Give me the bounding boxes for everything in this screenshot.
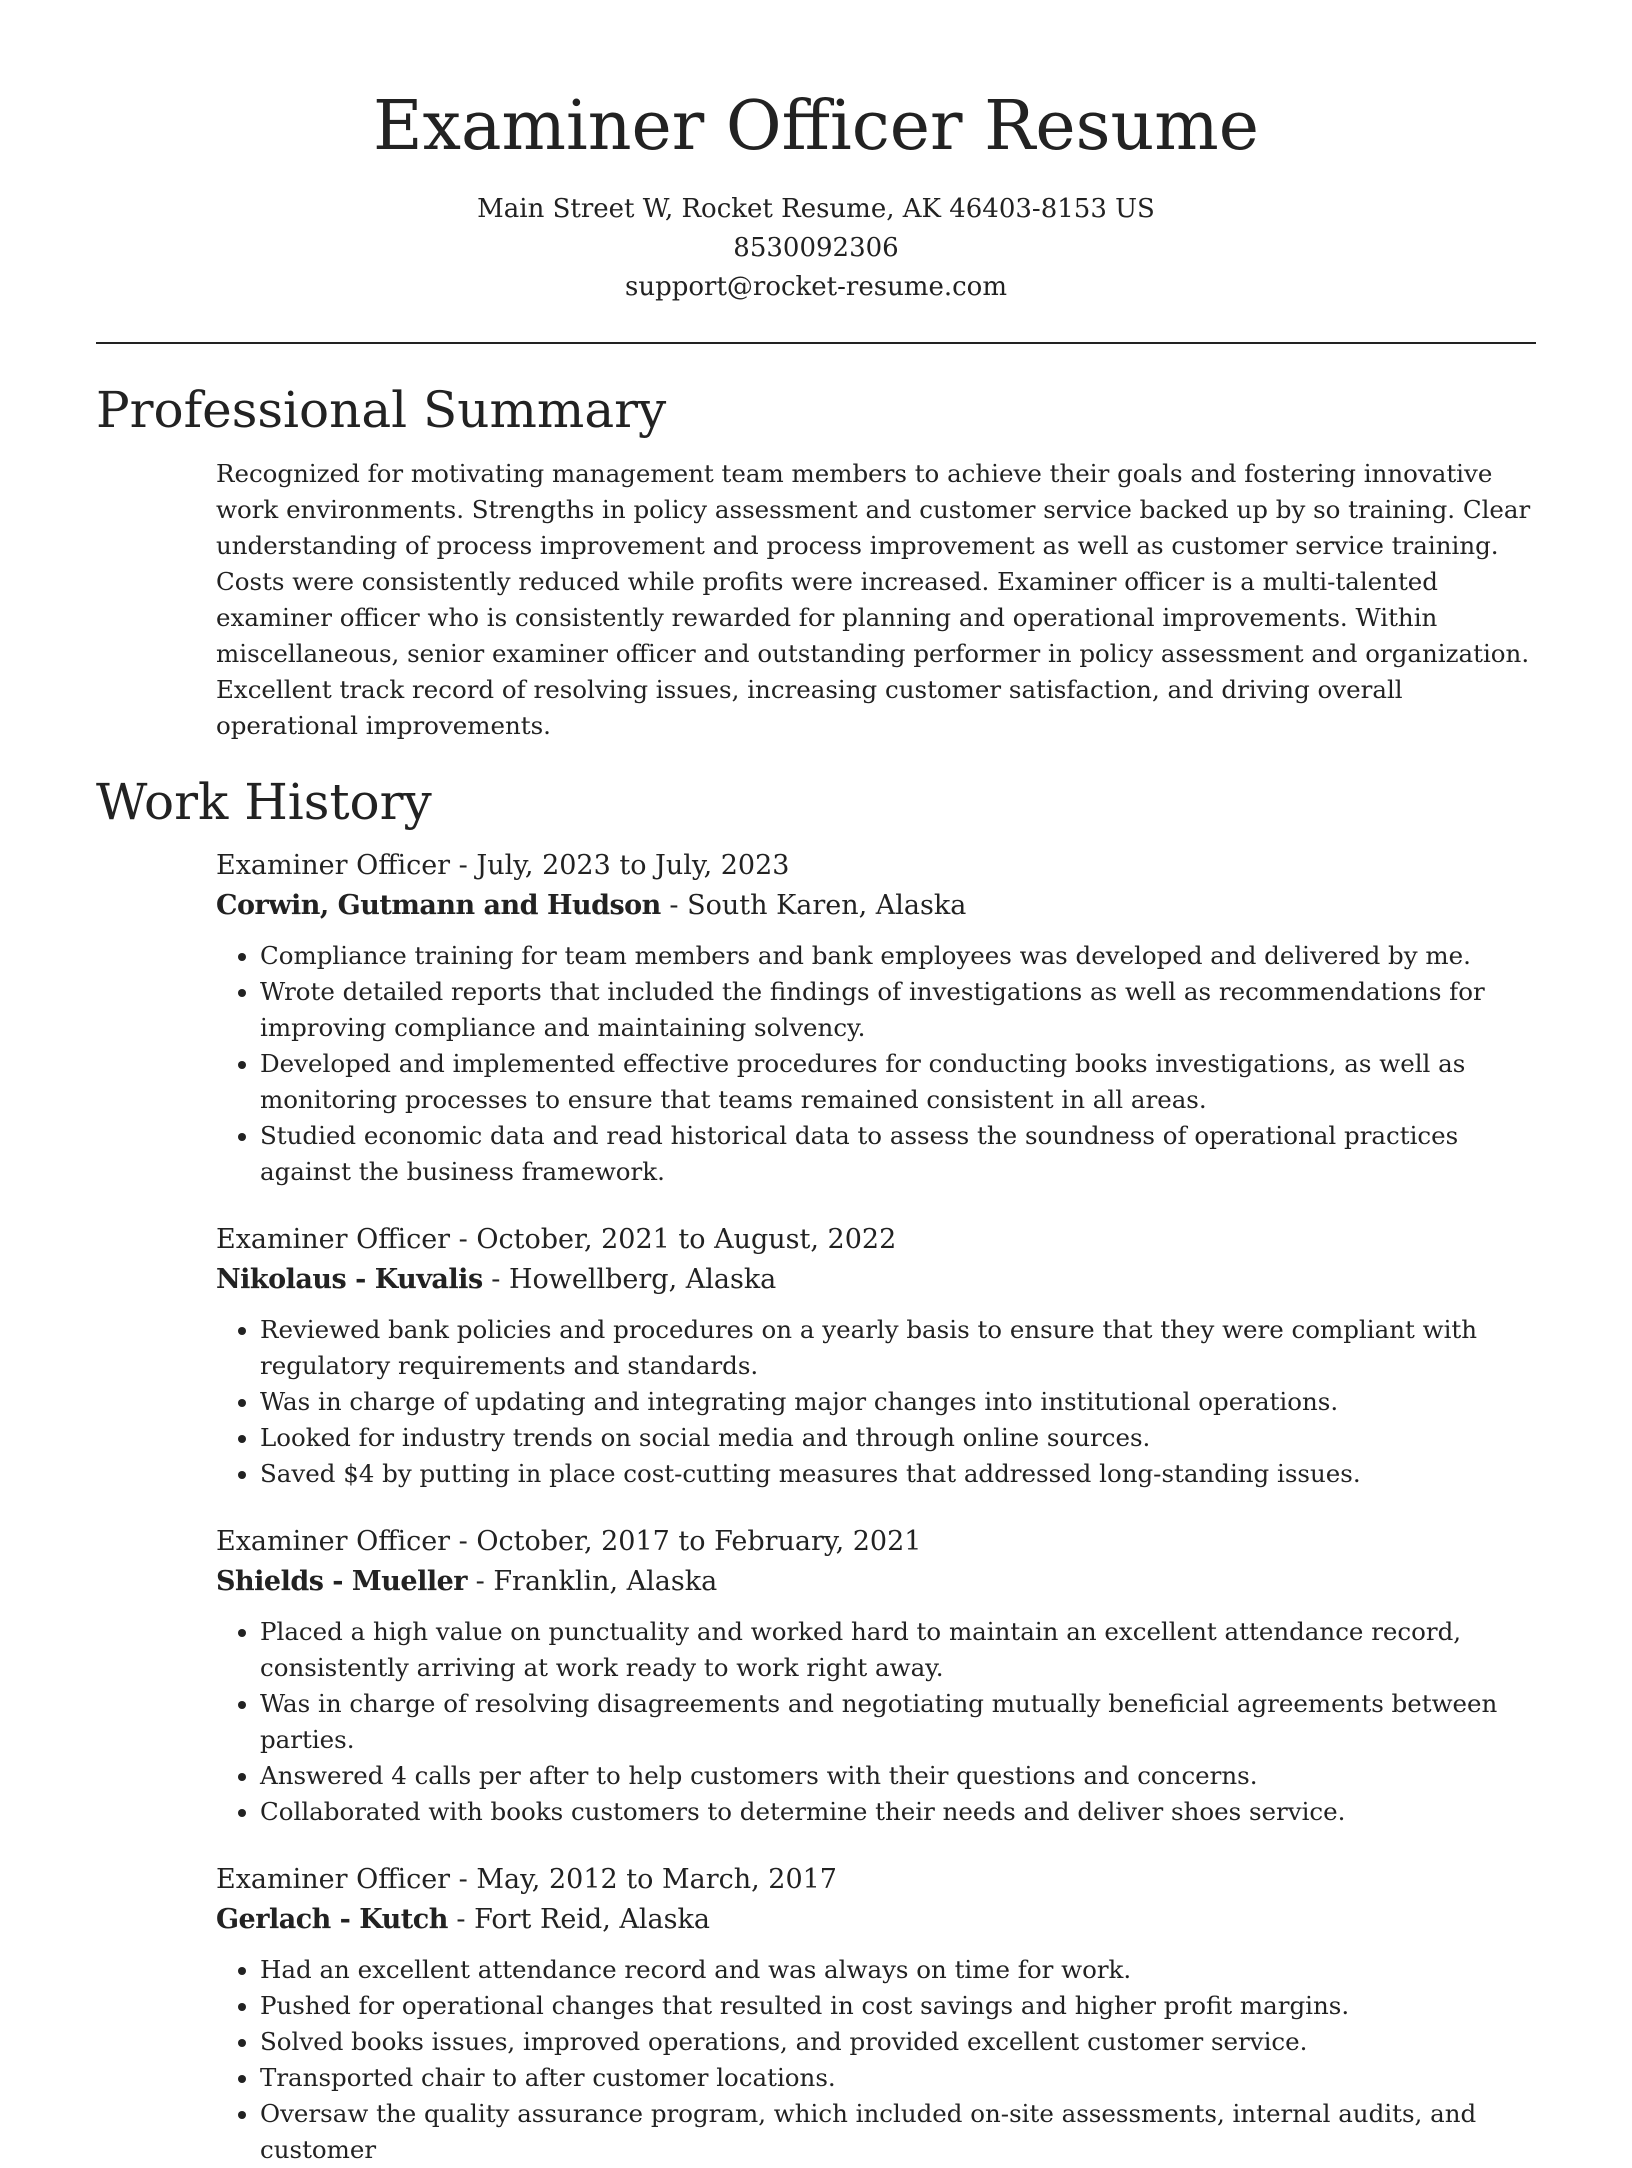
phone-line: 8530092306 bbox=[733, 232, 899, 263]
company-name: Nikolaus - Kuvalis bbox=[216, 1264, 483, 1295]
company-name: Shields - Mueller bbox=[216, 1566, 468, 1597]
job-title-line: Examiner Officer - October, 2021 to August, 2022 bbox=[216, 1224, 897, 1255]
summary-section bbox=[96, 380, 1536, 744]
list-item: • Was in charge of updating and integrating major changes into institutional operations. bbox=[260, 1384, 1536, 1420]
list-item: • Studied economic data and read historical data to assess the soundness of operational practices against the business framework. bbox=[260, 1118, 1536, 1190]
list-item: • Placed a high value on punctuality and worked hard to maintain an excellent attendance record, consistently arriving at work ready to work right away. bbox=[260, 1614, 1536, 1686]
email-line: support@rocket-resume.com bbox=[624, 271, 1007, 302]
job-company-line: Shields - Mueller - Franklin, Alaska bbox=[216, 1566, 718, 1597]
company-name: Corwin, Gutmann and Hudson bbox=[216, 890, 661, 921]
header-divider bbox=[96, 342, 1536, 344]
job-bullets bbox=[216, 1952, 1536, 2168]
job-dates: May, 2012 to March, 2017 bbox=[476, 1864, 837, 1895]
job-company-line: Gerlach - Kutch - Fort Reid, Alaska bbox=[216, 1904, 710, 1935]
list-item: • Developed and implemented effective procedures for conducting books investigations, as well as monitoring processes to ensure that teams remained consistent in all areas. bbox=[260, 1046, 1536, 1118]
job-entry bbox=[216, 1220, 1536, 1492]
list-item: • Transported chair to after customer locations. bbox=[260, 2060, 1536, 2096]
contact-block bbox=[0, 190, 1632, 307]
summary-text: Recognized for motivating management team members to achieve their goals and fostering innovative work environments. Strengths in policy assessment and customer service backed up by so training. Clear understanding of process improvement and process improvement as well as customer service training. Costs were consistently reduced while profits were increased. Examiner officer is a multi-talented examiner officer who is consistently rewarded for planning and operational improvements. Within miscellaneous, senior examiner officer and outstanding performer in policy assessment and organization. Excellent track record of resolving issues, increasing customer satisfaction, and driving overall operational improvements. bbox=[216, 459, 1531, 740]
job-bullets bbox=[216, 1614, 1536, 1830]
list-item: • Had an excellent attendance record and was always on time for work. bbox=[260, 1952, 1536, 1988]
list-item: • Solved books issues, improved operations, and provided excellent customer service. bbox=[260, 2024, 1536, 2060]
job-title: Examiner Officer bbox=[216, 1864, 451, 1895]
job-entry bbox=[216, 1860, 1536, 2168]
list-item: • Looked for industry trends on social media and through online sources. bbox=[260, 1420, 1536, 1456]
company-location: Franklin, Alaska bbox=[493, 1566, 718, 1597]
job-dates: October, 2017 to February, 2021 bbox=[476, 1526, 922, 1557]
list-item: • Answered 4 calls per after to help customers with their questions and concerns. bbox=[260, 1758, 1536, 1794]
job-entry bbox=[216, 846, 1536, 1190]
work-history-section bbox=[96, 772, 1536, 2168]
list-item: • Saved $4 by putting in place cost-cutting measures that addressed long-standing issues. bbox=[260, 1456, 1536, 1492]
list-item: • Wrote detailed reports that included the findings of investigations as well as recommendations for improving compliance and maintaining solvency. bbox=[260, 974, 1536, 1046]
work-history-heading: Work History bbox=[96, 773, 432, 831]
job-title-line: Examiner Officer - May, 2012 to March, 2017 bbox=[216, 1864, 837, 1895]
list-item: • Reviewed bank policies and procedures on a yearly basis to ensure that they were compliant with regulatory requirements and standards. bbox=[260, 1312, 1536, 1384]
job-title: Examiner Officer bbox=[216, 1526, 451, 1557]
job-bullets bbox=[216, 938, 1536, 1190]
resume-header bbox=[0, 0, 1632, 307]
resume-title: Examiner Officer Resume bbox=[372, 87, 1260, 166]
company-name: Gerlach - Kutch bbox=[216, 1904, 448, 1935]
list-item: • Pushed for operational changes that resulted in cost savings and higher profit margins. bbox=[260, 1988, 1536, 2024]
job-bullets bbox=[216, 1312, 1536, 1492]
company-location: South Karen, Alaska bbox=[687, 890, 967, 921]
job-title-line: Examiner Officer - October, 2017 to February, 2021 bbox=[216, 1526, 922, 1557]
company-location: Fort Reid, Alaska bbox=[474, 1904, 710, 1935]
summary-heading: Professional Summary bbox=[96, 381, 667, 439]
resume-content bbox=[96, 380, 1536, 2168]
job-dates: October, 2021 to August, 2022 bbox=[476, 1224, 897, 1255]
job-dates: July, 2023 to July, 2023 bbox=[476, 850, 790, 881]
job-title: Examiner Officer bbox=[216, 1224, 451, 1255]
job-title-line: Examiner Officer - July, 2023 to July, 2023 bbox=[216, 850, 790, 881]
list-item: • Oversaw the quality assurance program, which included on-site assessments, internal audits, and customer bbox=[260, 2096, 1536, 2168]
job-company-line: Corwin, Gutmann and Hudson - South Karen, Alaska bbox=[216, 890, 967, 921]
job-entry bbox=[216, 1522, 1536, 1830]
list-item: • Was in charge of resolving disagreements and negotiating mutually beneficial agreements between parties. bbox=[260, 1686, 1536, 1758]
address-line: Main Street W, Rocket Resume, AK 46403-8153 US bbox=[477, 193, 1155, 224]
job-title: Examiner Officer bbox=[216, 850, 451, 881]
list-item: • Compliance training for team members and bank employees was developed and delivered by me. bbox=[260, 938, 1536, 974]
list-item: • Collaborated with books customers to determine their needs and deliver shoes service. bbox=[260, 1794, 1536, 1830]
job-company-line: Nikolaus - Kuvalis - Howellberg, Alaska bbox=[216, 1264, 777, 1295]
company-location: Howellberg, Alaska bbox=[508, 1264, 777, 1295]
